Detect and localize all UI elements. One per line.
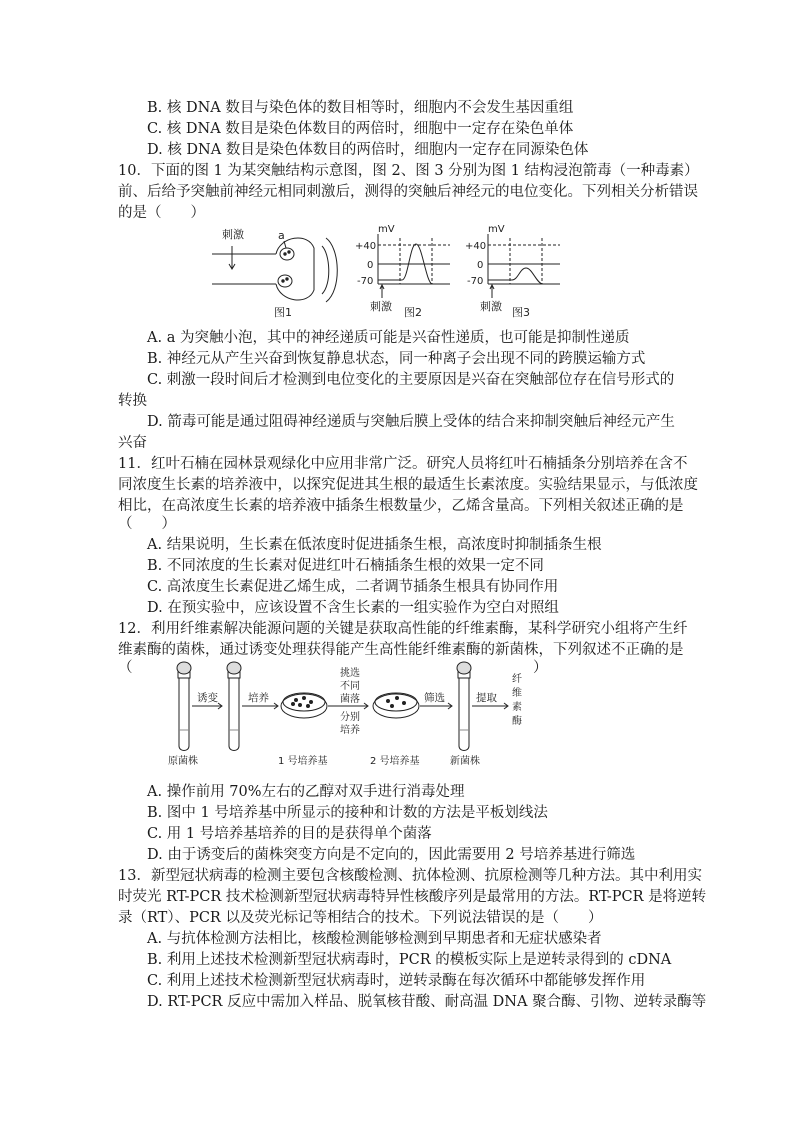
fig3-unit: mV	[488, 224, 505, 235]
q10-option-a: A. a 为突触小泡，其中的神经递质可能是兴奋性递质，也可能是抑制性递质	[147, 330, 630, 346]
q11-option-d: D. 在预实验中，应该设置不含生长素的一组实验作为空白对照组	[147, 600, 559, 616]
fig3-caption: 图3	[512, 306, 530, 319]
q10-stem-line3: 的是（ ）	[118, 205, 205, 221]
enzyme-char-3: 素	[512, 702, 522, 713]
q13-option-a: A. 与抗体检测方法相比，核酸检测能够检测到早期患者和无症状感染者	[147, 931, 602, 947]
caption-plate-1: 1 号培养基	[278, 756, 328, 767]
q13-option-c: C. 利用上述技术检测新型冠状病毒时，逆转录酶在每次循环中都能够发挥作用	[147, 973, 646, 989]
fig2-y-mid: 0	[367, 260, 374, 271]
q13-option-b: B. 利用上述技术检测新型冠状病毒时，PCR 的模板实际上是逆转录得到的 cDNA	[147, 952, 672, 968]
plate-1	[281, 693, 327, 718]
q10-option-c-line1: C. 刺激一段时间后才检测到电位变化的主要原因是兴奋在突触部位存在信号形式的	[147, 372, 675, 388]
q13-stem-line1: 13．新型冠状病毒的检测主要包含核酸检测、抗体检测、抗原检测等几种方法。其中利用实	[118, 868, 702, 884]
synapse-diagram	[212, 238, 337, 302]
fig2-caption: 图2	[404, 306, 422, 319]
enzyme-char-1: 纤	[512, 674, 522, 685]
arrow-pick-1: 挑选	[340, 668, 360, 679]
q10-option-b: B. 神经元从产生兴奋到恢复静息状态，同一种离子会出现不同的跨膜运输方式	[147, 351, 646, 367]
q12-paren-open: （	[118, 660, 133, 676]
caption-original-strain: 原菌株	[168, 756, 198, 767]
q12-option-d: D. 由于诱变后的菌株突变方向是不定向的，因此需要用 2 号培养基进行筛选	[147, 847, 636, 863]
q12-option-a: A. 操作前用 70%左右的乙醇对双手进行消毒处理	[147, 784, 465, 800]
fig3-y-bot: -70	[467, 276, 484, 287]
fig2-graph	[378, 234, 450, 298]
caption-plate-2: 2 号培养基	[370, 756, 420, 767]
q10-option-d-line1: D. 箭毒可能是通过阻碍神经递质与突触后膜上受体的结合来抑制突触后神经元产生	[147, 414, 675, 430]
q12-option-c: C. 用 1 号培养基培养的目的是获得单个菌落	[147, 826, 432, 842]
fig1-caption: 图1	[274, 306, 292, 319]
q11-stem-line4: （ ）	[118, 516, 176, 532]
q11-option-a: A. 结果说明，生长素在低浓度时促进插条生根，高浓度时抑制插条生根	[147, 537, 602, 553]
q10-option-c-line2: 转换	[118, 393, 147, 409]
enzyme-char-2: 维	[512, 688, 522, 699]
fig3-graph	[488, 234, 560, 298]
arrow-culture-label: 培养	[248, 692, 269, 704]
q10-stem-line2: 前、后给予突触前神经元相同刺激后，测得的突触后神经元的电位变化。下列相关分析错误	[118, 184, 698, 200]
fig3-y-top: +40	[465, 241, 487, 252]
fig1-a-label: a	[278, 229, 285, 242]
arrow-pick-4: 分别	[340, 712, 360, 723]
q10-figure	[200, 224, 570, 324]
fig2-y-top: +40	[355, 241, 377, 252]
q13-stem-line3: 录（RT）、PCR 以及荧光标记等相结合的技术。下列说法错误的是（ ）	[118, 910, 603, 926]
q9-option-c: C. 核 DNA 数目是染色体数目的两倍时，细胞中一定存在染色单体	[147, 121, 574, 137]
q9-option-b: B. 核 DNA 数目与染色体的数目相等时，细胞内不会发生基因重组	[147, 100, 574, 116]
arrow-pick-2: 不同	[340, 681, 360, 692]
q12-paren-close: ）	[533, 660, 548, 676]
fig2-stim-label: 刺激	[370, 300, 392, 313]
q13-stem-line2: 时荧光 RT-PCR 技术检测新型冠状病毒特异性核酸序列是最常用的方法。RT-PCR 是将逆转	[118, 889, 707, 905]
tube-original	[177, 662, 191, 751]
q10-stem-line1: 10．下面的图 1 为某突触结构示意图，图 2、图 3 分别为图 1 结构浸泡箭毒（一种毒素）	[118, 163, 699, 179]
q11-option-b: B. 不同浓度的生长素对促进红叶石楠插条生根的效果一定不同	[147, 558, 544, 574]
q11-option-c: C. 高浓度生长素促进乙烯生成，二者调节插条生根具有协同作用	[147, 579, 559, 595]
arrow-pick-3: 菌落	[340, 694, 360, 705]
fig3-stim-label: 刺激	[480, 300, 502, 313]
q11-stem-line1: 11．红叶石楠在园林景观绿化中应用非常广泛。研究人员将红叶石楠插条分别培养在含不	[118, 456, 688, 472]
q12-figure	[160, 660, 550, 772]
q12-option-b: B. 图中 1 号培养基中所显示的接种和计数的方法是平板划线法	[147, 805, 548, 821]
q12-stem-line1: 12．利用纤维素解决能源问题的关键是获取高性能的纤维素酶，某科学研究小组将产生纤	[118, 621, 688, 637]
q9-option-d: D. 核 DNA 数目是染色体数目的两倍时，细胞内一定存在同源染色体	[147, 142, 589, 158]
arrow-extract-label: 提取	[476, 692, 497, 704]
enzyme-char-4: 酶	[512, 716, 522, 727]
q11-stem-line3: 相比，在高浓度生长素的培养液中插条生根数量少，乙烯含量高。下列相关叙述正确的是	[118, 498, 684, 514]
plate-2	[373, 693, 419, 718]
fig2-unit: mV	[378, 224, 395, 235]
fig3-y-mid: 0	[477, 260, 484, 271]
tube-mutated	[227, 662, 241, 751]
q10-option-d-line2: 兴奋	[118, 435, 147, 451]
arrow-pick-5: 培养	[340, 725, 360, 736]
caption-new-strain: 新菌株	[450, 756, 480, 767]
fig1-stim-label: 刺激	[222, 228, 244, 241]
fig2-y-bot: -70	[357, 276, 374, 287]
q13-option-d: D. RT-PCR 反应中需加入样品、脱氧核苷酸、耐高温 DNA 聚合酶、引物、逆转录酶等	[147, 994, 707, 1010]
tube-new-strain	[457, 662, 471, 751]
arrow-screen-label: 筛选	[424, 692, 445, 704]
q11-stem-line2: 同浓度生长素的培养液中，以探究促进其生根的最适生长素浓度。实验结果显示，与低浓度	[118, 477, 698, 493]
q12-stem-line2: 维素酶的菌株，通过诱变处理获得能产生高性能纤维素酶的新菌株，下列叙述不正确的是	[118, 642, 684, 658]
arrow-mutate-label: 诱变	[197, 692, 218, 704]
